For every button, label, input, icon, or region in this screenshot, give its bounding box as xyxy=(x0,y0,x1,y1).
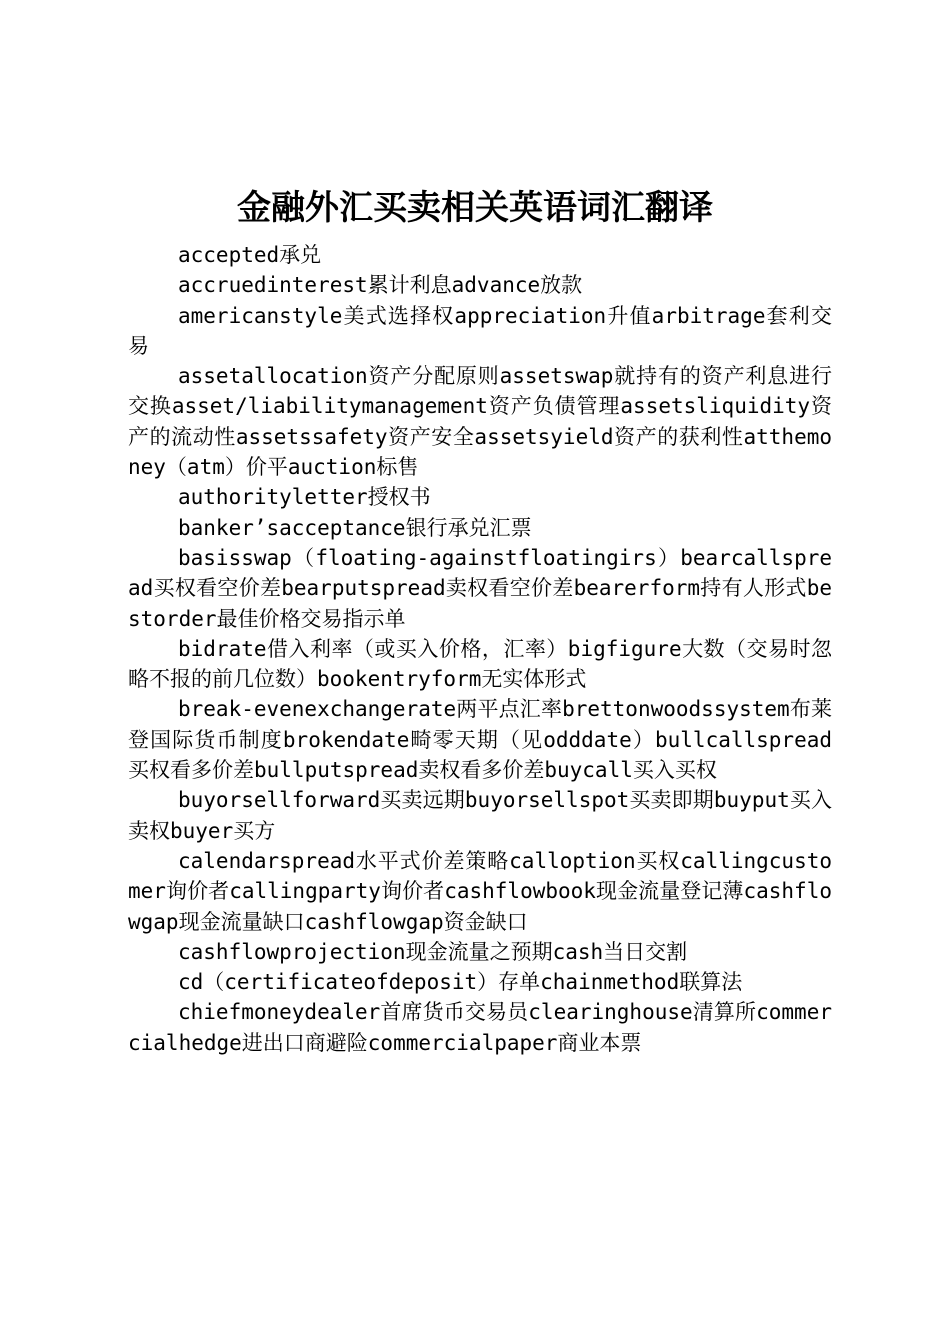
vocabulary-paragraph: chiefmoneydealer首席货币交易员clearinghouse清算所commercialhedge进出口商避险commercialpaper商业本票 xyxy=(128,1000,832,1055)
vocabulary-paragraph: authorityletter授权书 xyxy=(178,485,431,510)
vocabulary-paragraph: break-evenexchangerate两平点汇率brettonwoodssystem布莱登国际货币制度brokendate畸零天期（见odddate）bullcallspread买权看多价差bullputspread卖权看多价差buycall买入买权 xyxy=(128,697,832,783)
vocabulary-paragraph: calendarspread水平式价差策略calloption买权callingcustomer询价者callingparty询价者cashflowbook现金流量登记薄cashflowgap现金流量缺口cashflowgap资金缺口 xyxy=(128,848,832,934)
vocabulary-paragraph: basisswap（floating-againstfloatingirs）bearcallspread买权看空价差bearputspread卖权看空价差bearerform持有人形式bestorder最佳价格交易指示单 xyxy=(128,545,832,631)
vocabulary-paragraph: accepted承兑 xyxy=(178,243,322,267)
vocabulary-paragraph: assetallocation资产分配原则assetswap就持有的资产利息进行交换asset/liabilitymanagement资产负债管理assetsliquidity资产的流动性assetssafety资产安全assetsyield资产的获利性atthemoney（atm）价平auction标售 xyxy=(128,364,832,480)
document-body xyxy=(128,240,832,1058)
document-title: 金融外汇买卖相关英语词汇翻译 xyxy=(237,188,713,228)
vocabulary-paragraph: cashflowprojection现金流量之预期cash当日交割 xyxy=(178,939,688,964)
vocabulary-paragraph: bidrate借入利率（或买入价格，汇率）bigfigure大数（交易时忽略不报的前几位数）bookentryform无实体形式 xyxy=(128,636,832,692)
vocabulary-paragraph: banker’sacceptance银行承兑汇票 xyxy=(178,515,532,540)
vocabulary-paragraph: buyorsellforward买卖远期buyorsellspot买卖即期buyput买入卖权buyer买方 xyxy=(128,788,832,843)
vocabulary-paragraph: cd（certificateofdeposit）存单chainmethod联算法 xyxy=(178,970,743,995)
vocabulary-paragraph: accruedinterest累计利息advance放款 xyxy=(178,273,583,298)
vocabulary-paragraph: americanstyle美式选择权appreciation升值arbitrage套利交易 xyxy=(128,303,832,358)
